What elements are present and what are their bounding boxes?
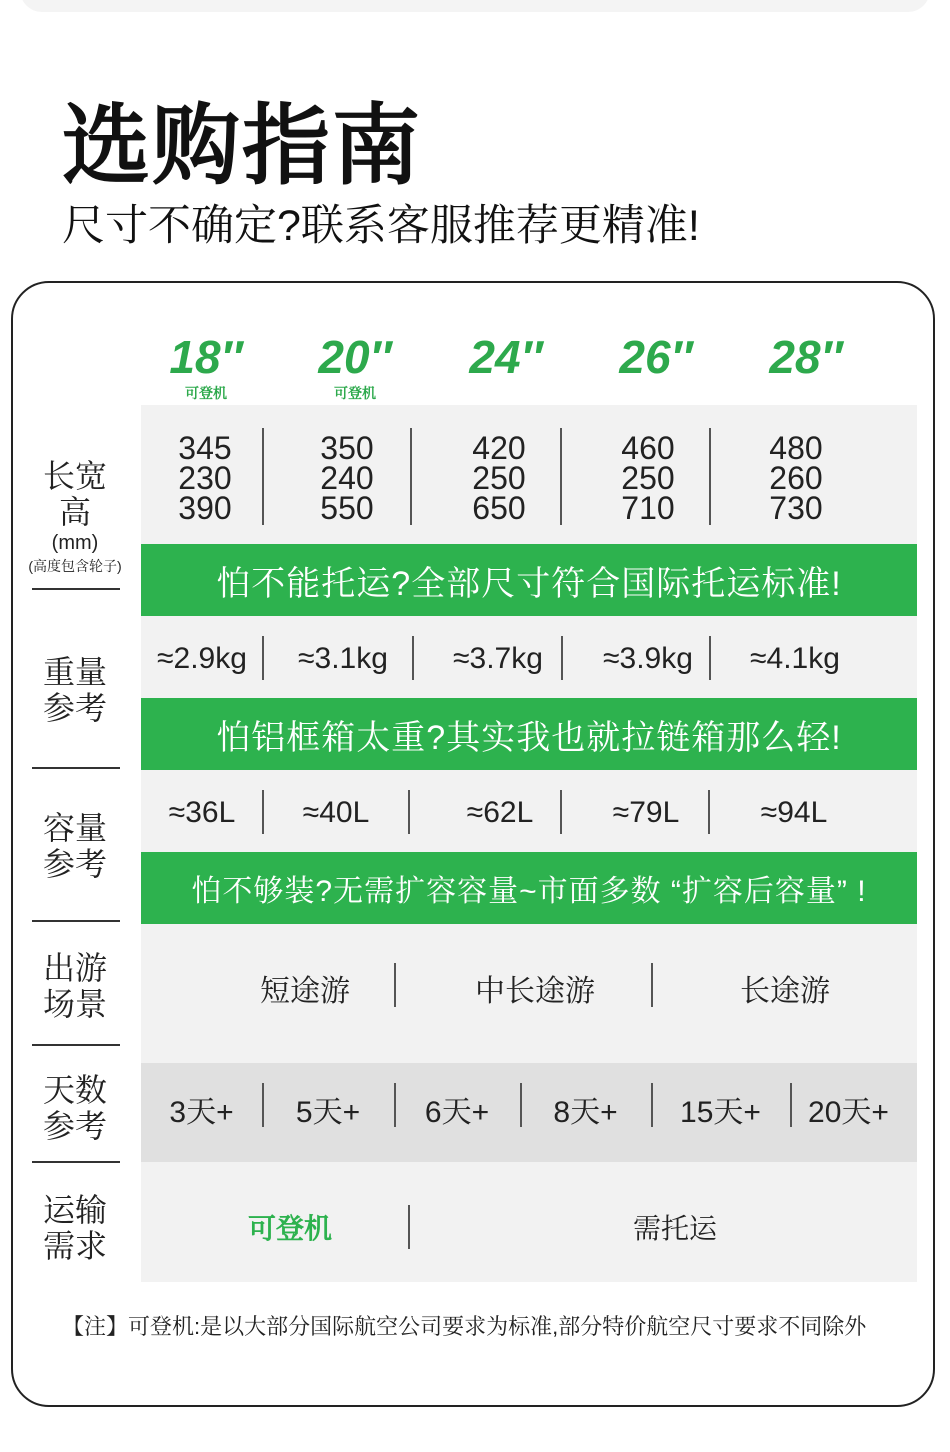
row-divider bbox=[32, 588, 120, 590]
column-divider bbox=[394, 963, 396, 1007]
row-divider bbox=[32, 767, 120, 769]
scene-label-line1: 出游 bbox=[42, 950, 107, 986]
column-divider bbox=[560, 428, 562, 525]
height-value: 650 bbox=[472, 490, 526, 526]
capacity-cell-18: ≈36L bbox=[168, 796, 236, 829]
banner-no-expansion: 怕不够装?无需扩容容量~市面多数 “扩容后容量” ! bbox=[141, 852, 917, 924]
banner-checkin-standard: 怕不能托运?全部尺寸符合国际托运标准! bbox=[141, 544, 917, 616]
scene-long-trip: 长途游 bbox=[740, 975, 830, 1008]
weight-cell-28: ≈4.1kg bbox=[750, 642, 840, 675]
column-divider bbox=[708, 790, 710, 834]
dimensions-unit: (mm) bbox=[51, 532, 99, 554]
size-tag: 可登机 bbox=[185, 385, 227, 401]
row-divider bbox=[32, 920, 120, 922]
capacity-cell-24: ≈62L bbox=[466, 796, 534, 829]
size-value: 28″ bbox=[769, 331, 843, 383]
height-value: 710 bbox=[621, 490, 675, 526]
size-header-24 bbox=[431, 330, 581, 384]
column-divider bbox=[790, 1083, 792, 1127]
height-value: 390 bbox=[178, 490, 232, 526]
capacity-label-line1: 容量 bbox=[42, 810, 107, 846]
column-divider bbox=[408, 790, 410, 834]
length-value: 480 bbox=[769, 430, 823, 466]
column-divider bbox=[262, 790, 264, 834]
capacity-cell-26: ≈79L bbox=[612, 796, 680, 829]
size-header-26 bbox=[581, 330, 731, 384]
transport-carry-on: 可登机 bbox=[247, 1213, 332, 1244]
days-label bbox=[30, 1072, 120, 1144]
size-value: 24″ bbox=[469, 331, 543, 383]
column-divider bbox=[410, 428, 412, 525]
column-divider bbox=[394, 1083, 396, 1127]
weight-cell-18: ≈2.9kg bbox=[157, 642, 247, 675]
banner-lightweight: 怕铝框箱太重?其实我也就拉链箱那么轻! bbox=[141, 698, 917, 770]
size-header-20 bbox=[280, 330, 430, 402]
capacity-cell-20: ≈40L bbox=[302, 796, 370, 829]
page-title: 选购指南 bbox=[62, 96, 423, 195]
height-value: 730 bbox=[769, 490, 823, 526]
size-value: 20″ bbox=[318, 331, 392, 383]
column-divider bbox=[709, 636, 711, 680]
dimensions-note: (高度包含轮子) bbox=[28, 558, 122, 574]
dimensions-cell-26 bbox=[588, 430, 708, 526]
size-tag: 可登机 bbox=[334, 385, 376, 401]
days-cell-5: 15天+ bbox=[680, 1096, 761, 1129]
capacity-label-line2: 参考 bbox=[42, 846, 107, 882]
column-divider bbox=[560, 790, 562, 834]
footnote: 【注】可登机:是以大部分国际航空公司要求为标准,部分特价航空尺寸要求不同除外 bbox=[62, 1314, 867, 1339]
scene-label bbox=[30, 950, 120, 1022]
scene-mid-long-trip: 中长途游 bbox=[475, 975, 595, 1008]
weight-cell-20: ≈3.1kg bbox=[298, 642, 388, 675]
column-divider bbox=[262, 1083, 264, 1127]
column-divider bbox=[709, 428, 711, 525]
length-value: 460 bbox=[621, 430, 675, 466]
length-value: 350 bbox=[320, 430, 374, 466]
page-subtitle: 尺寸不确定?联系客服推荐更精准! bbox=[62, 202, 700, 250]
capacity-cell-28: ≈94L bbox=[760, 796, 828, 829]
width-value: 240 bbox=[320, 460, 374, 496]
column-divider bbox=[408, 1205, 410, 1249]
days-cell-3: 6天+ bbox=[424, 1096, 490, 1129]
transport-check-in: 需托运 bbox=[632, 1213, 717, 1244]
column-divider bbox=[262, 636, 264, 680]
scene-short-trip: 短途游 bbox=[260, 975, 350, 1008]
weight-label-line1: 重量 bbox=[42, 654, 107, 690]
days-cell-2: 5天+ bbox=[295, 1096, 361, 1129]
width-value: 230 bbox=[178, 460, 232, 496]
dimensions-cell-18 bbox=[145, 430, 265, 526]
size-value: 18″ bbox=[169, 331, 243, 383]
width-value: 250 bbox=[472, 460, 526, 496]
width-value: 250 bbox=[621, 460, 675, 496]
days-label-line2: 参考 bbox=[42, 1108, 107, 1144]
column-divider bbox=[262, 428, 264, 525]
days-cell-6: 20天+ bbox=[808, 1096, 889, 1129]
size-header-28 bbox=[731, 330, 881, 384]
column-divider bbox=[651, 1083, 653, 1127]
size-value: 26″ bbox=[619, 331, 693, 383]
column-divider bbox=[412, 636, 414, 680]
column-divider bbox=[651, 963, 653, 1007]
dimensions-label bbox=[30, 458, 120, 576]
days-cell-1: 3天+ bbox=[169, 1096, 234, 1129]
dimensions-cell-28 bbox=[736, 430, 856, 526]
row-divider bbox=[32, 1044, 120, 1046]
top-card-edge bbox=[20, 0, 930, 12]
size-header-18 bbox=[131, 330, 281, 402]
days-label-line1: 天数 bbox=[42, 1072, 107, 1108]
length-value: 420 bbox=[472, 430, 526, 466]
row-divider bbox=[32, 1161, 120, 1163]
transport-label-line2: 需求 bbox=[42, 1228, 107, 1264]
scene-label-line2: 场景 bbox=[42, 986, 107, 1022]
weight-label bbox=[30, 654, 120, 726]
height-value: 550 bbox=[320, 490, 374, 526]
days-cell-4: 8天+ bbox=[553, 1096, 618, 1129]
dimensions-cell-20 bbox=[287, 430, 407, 526]
weight-label-line2: 参考 bbox=[42, 690, 107, 726]
dimensions-cell-24 bbox=[439, 430, 559, 526]
transport-label-line1: 运输 bbox=[42, 1192, 107, 1228]
dimensions-label-text: 长宽高 bbox=[42, 458, 107, 530]
length-value: 345 bbox=[178, 430, 232, 466]
width-value: 260 bbox=[769, 460, 823, 496]
capacity-label bbox=[30, 810, 120, 882]
column-divider bbox=[561, 636, 563, 680]
column-divider bbox=[520, 1083, 522, 1127]
weight-cell-24: ≈3.7kg bbox=[453, 642, 543, 675]
transport-label bbox=[30, 1192, 120, 1264]
weight-cell-26: ≈3.9kg bbox=[603, 642, 693, 675]
